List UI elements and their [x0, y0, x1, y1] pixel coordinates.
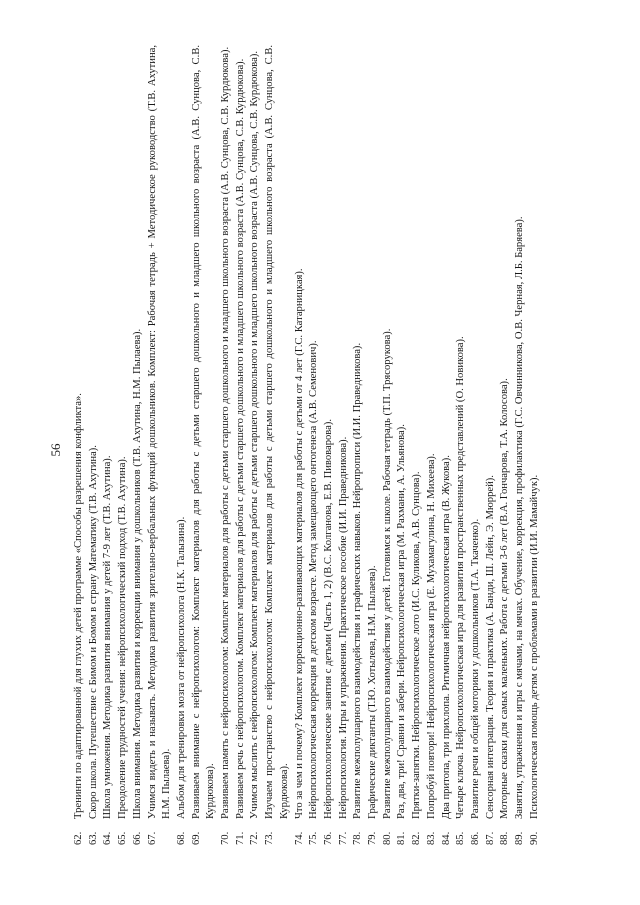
list-item	[454, 45, 469, 845]
list-item	[528, 45, 543, 845]
item-number: 76.	[322, 831, 334, 845]
item-text: Школа умножения. Методика развития внимания у детей 7-9 лет (Т.В. Ахутина).	[102, 455, 114, 819]
list-item	[498, 45, 513, 845]
list-item	[440, 45, 455, 845]
list-item	[381, 45, 396, 845]
list-item	[351, 45, 366, 845]
item-number: 84.	[440, 831, 452, 845]
list-item	[366, 45, 381, 845]
item-number: 67.	[146, 831, 158, 845]
item-number: 70.	[220, 831, 232, 845]
list-item	[322, 45, 337, 845]
item-number: 87.	[484, 831, 496, 845]
item-number: 80.	[381, 831, 393, 845]
list-item	[263, 45, 292, 845]
item-text: Что за чем и почему? Комплект коррекционно-развивающих материалов для работы с детьми от 4 лет (Г.С. Катарницкая).	[293, 268, 305, 819]
list-item	[469, 45, 484, 845]
item-text: Психологическая помощь детям с проблемами в развитии (И.И. Мамайчук).	[528, 474, 540, 819]
item-text: Изучаем пространство с нейропсихологом: Комплект материалов для работы с детьми старшего дошкольного и младшего школьного возраста (А.В. Сунцова, С.В. Курдюкова).	[264, 45, 290, 819]
list-item	[513, 45, 528, 845]
list-item	[248, 45, 263, 845]
item-number: 78.	[352, 831, 364, 845]
item-text: Занятия, упражнения и игры с мячами, на мячах. Обучение, коррекция, профилактика (Г.С. Овчинникова, О.В. Черная, Л.Б. Баряева).	[514, 216, 526, 819]
list-item	[395, 45, 410, 845]
reference-list	[72, 45, 543, 845]
page-number: 56	[48, 443, 63, 457]
list-item	[425, 45, 440, 845]
item-number: 65.	[117, 831, 129, 845]
list-item	[101, 45, 116, 845]
item-number: 77.	[337, 831, 349, 845]
list-item	[337, 45, 352, 845]
list-item	[484, 45, 499, 845]
item-text: Моторные сказки для самых маленьких. Работа с детьми 3-6 лет (В.А. Гончарова, Т.А. Колосова).	[499, 378, 511, 819]
item-text: Нейропсихологическая коррекция в детском возрасте. Метод замещающего онтогенеза (А.В. Семенович).	[308, 340, 320, 819]
item-text: Раз, два, три! Сравни и забери. Нейропсихологическая игра (М. Рахмани, А. Ульянова).	[396, 424, 408, 819]
item-number: 75.	[308, 831, 320, 845]
item-number: 64.	[102, 831, 114, 845]
list-item	[131, 45, 146, 845]
item-number: 82.	[411, 831, 423, 845]
item-number: 89.	[514, 831, 526, 845]
item-number: 63.	[87, 831, 99, 845]
list-item	[190, 45, 219, 845]
item-text: Сенсорная интеграция. Теория и практика (А. Банди, Ш. Лейн, Э. Мюррей).	[484, 475, 496, 819]
item-number: 73.	[264, 831, 276, 845]
item-text: Нейропсихология. Игры и упражнения. Практическое пособие (И.И. Праведникова).	[337, 436, 349, 819]
item-number: 69.	[190, 831, 202, 845]
item-number: 74.	[293, 831, 305, 845]
item-number: 90.	[528, 831, 540, 845]
item-text: Нейропсихологические занятия с детьми (Часть 1, 2) (В.С. Колганова, Е.В. Пивоварова).	[322, 418, 334, 819]
item-text: Развиваем речь с нейропсихологом. Комплект материалов для работы с детьми старшего дошкольного и младшего школьного возраста (А.В. Сунцова, С.В. Курдюкова).	[234, 58, 246, 819]
list-item	[307, 45, 322, 845]
list-item	[72, 45, 87, 845]
item-number: 68.	[175, 831, 187, 845]
list-item	[219, 45, 234, 845]
item-text: Учимся мыслить с нейропсихологом: Комплект материалов для работы с детьми старшего дошкольного и младшего школьного возраста (А.В. Сунцова, С.В. Курдюкова).	[249, 50, 261, 819]
item-number: 86.	[469, 831, 481, 845]
item-text: Попробуй повтори! Нейропсихологическая игра (Е. Мухамагулина, Н. Михеева).	[425, 453, 437, 819]
list-item	[175, 45, 190, 845]
item-number: 79.	[367, 831, 379, 845]
item-number: 71.	[234, 831, 246, 845]
item-number: 72.	[249, 831, 261, 845]
item-text: Учимся видеть и называть. Методика развития зрительно-вербальных функций дошкольников. Комплект: Рабочая тетрадь + Методическое руководство (Т.В. Ахутина, Н.М. Пылаева).	[146, 45, 173, 819]
item-text: Четыре ключа. Нейропсихологическая игра для развития пространственных представлений (О. Новикова).	[455, 336, 467, 819]
item-text: Графические диктанты (Т.Ю. Хотылева, Н.М. Пылаева).	[367, 565, 379, 819]
item-text: Школа внимания. Методика развития и коррекции внимания у дошкольников (Т.В. Ахутина, Н.М. Пылаева).	[131, 328, 143, 819]
item-number: 66.	[131, 831, 143, 845]
item-text: Альбом для тренировки мозга от нейропсихолога (Н.К. Талызина).	[175, 516, 187, 819]
item-text: Тренинги по адаптированной для глухих детей программе «Способы разрешения конфликта».	[73, 393, 84, 819]
list-item	[116, 45, 131, 845]
item-text: Развитие межполушарного взаимодействия у детей. Готовимся к школе. Рабочая тетрадь (Т.П. Трясорукова).	[381, 328, 393, 819]
list-item	[234, 45, 249, 845]
item-number: 88.	[499, 831, 511, 845]
list-item	[293, 45, 308, 845]
item-text: Преодоление трудностей учения: нейропсихологический подход (Т.В. Ахутина).	[117, 456, 129, 819]
item-text: Развиваем память с нейропсихологом: Комплект материалов для работы с детьми старшего дошкольного и младшего школьного возраста (А.В. Сунцова, С.В. Курдюкова).	[220, 46, 232, 819]
item-text: Скоро школа. Путешествие с Бимом и Бомом в страну Математику (Т.В. Ахутина).	[87, 445, 99, 819]
list-item	[87, 45, 102, 845]
list-item	[146, 45, 175, 845]
item-number: 81.	[396, 831, 408, 845]
item-number: 62.	[73, 831, 84, 845]
rotated-sheet	[40, 25, 600, 875]
list-item	[410, 45, 425, 845]
item-number: 83.	[425, 831, 437, 845]
item-text: Развитие речи и общей моторики у дошкольников (Т.А. Ткаченко).	[469, 518, 481, 819]
item-number: 85.	[455, 831, 467, 845]
item-text: Два притопа, три прихлопа. Ритмичная нейропсихологическая игра (В. Жукова).	[440, 455, 452, 819]
item-text: Прятки-запятки. Нейропсихологическое лото (И.С. Куликова, А.В. Сунцова).	[411, 471, 423, 819]
item-text: Развиваем внимание с нейропсихологом: Комплект материалов для работы с детьми старшего дошкольного и младшего школьного возраста (А.В. Сунцова, С.В. Курдюкова).	[190, 45, 217, 819]
item-text: Развитие межполушарного взаимодействия и графических навыков. Нейропрописи (И.И. Праведникова).	[352, 342, 364, 819]
